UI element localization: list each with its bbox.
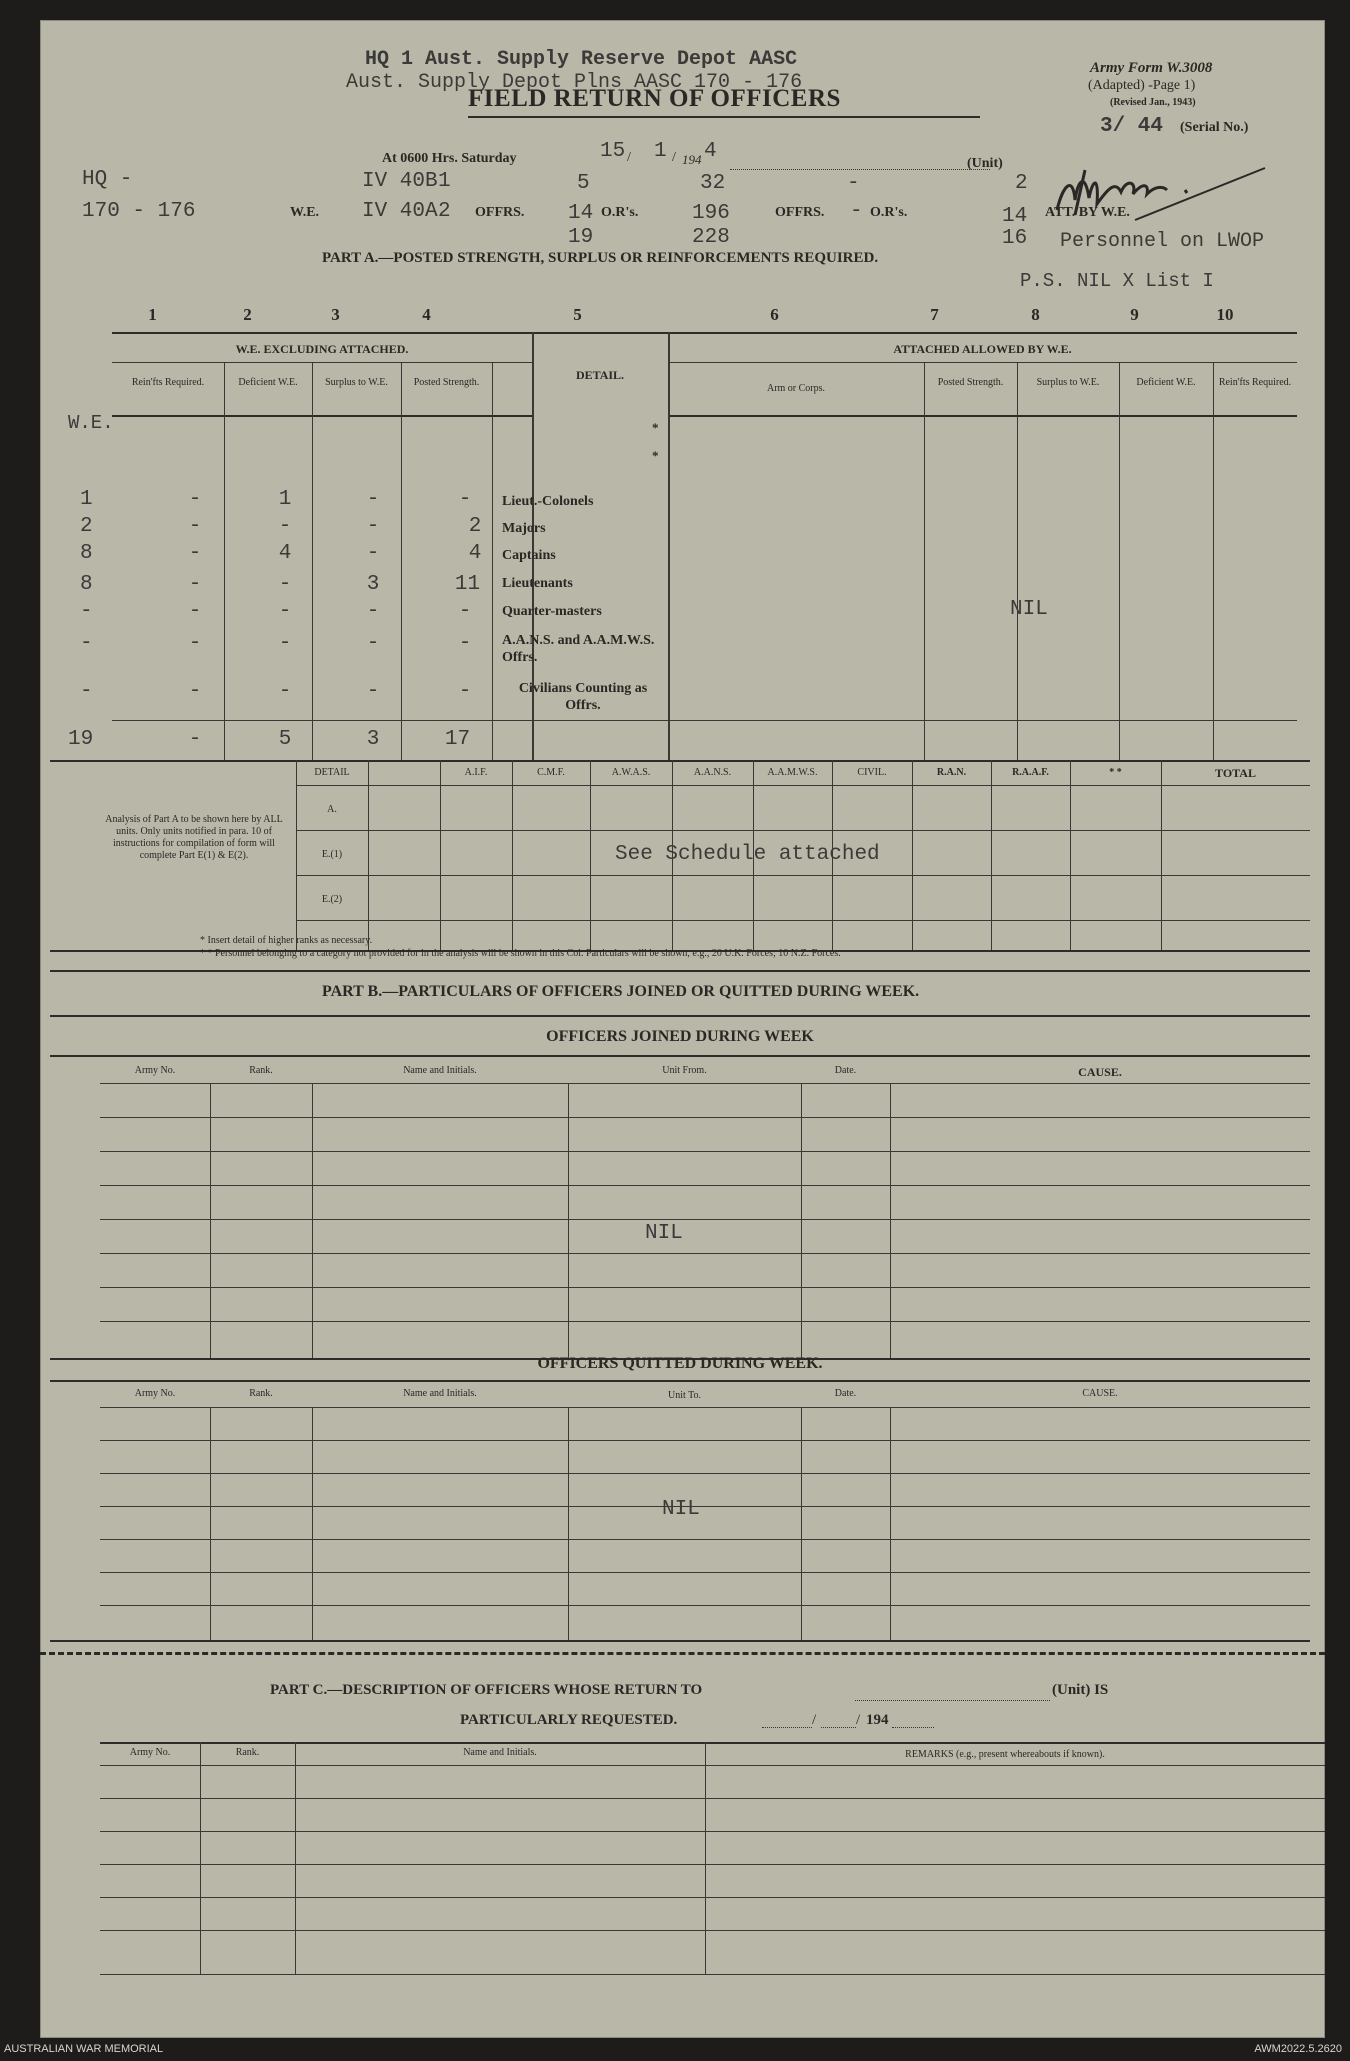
footnote-2: * * Personnel belonging to a category not provided for in the analysis will be shown in this Col. Particulars will be shown, e.g., 20 U.K. Forces; 10 N.Z. Forces. bbox=[200, 948, 841, 959]
joined-title: OFFICERS JOINED DURING WEEK bbox=[546, 1028, 814, 1045]
row-detail: A.A.N.S. and A.A.M.W.S. Offrs. bbox=[502, 633, 655, 665]
row-posted: 11 bbox=[454, 573, 481, 596]
analysis-row-e1: E.(1) bbox=[321, 849, 343, 860]
asterisk-mark-2: * bbox=[652, 448, 659, 463]
asterisk-mark-1: * bbox=[652, 420, 659, 435]
analysis-header-detail: DETAIL bbox=[314, 767, 350, 778]
col-num-6: 6 bbox=[770, 305, 779, 324]
col-num-1: 1 bbox=[148, 305, 157, 324]
serial-number: 3/ 44 bbox=[1100, 115, 1164, 138]
analysis-note: Analysis of Part A to be shown here by ALL units. Only units notified in para. 10 of instructions for compilation of form will complete Part E(1) & E(2). bbox=[105, 814, 283, 861]
header-detail: DETAIL. bbox=[575, 368, 625, 382]
row-we: - bbox=[80, 680, 93, 703]
we-column-mark: W.E. bbox=[68, 412, 114, 434]
unit-label: (Unit) bbox=[967, 156, 1003, 171]
joined-header-date: Date. bbox=[834, 1065, 857, 1076]
analysis-row-e2: E.(2) bbox=[321, 894, 343, 905]
att-or-2: 14 bbox=[1002, 205, 1028, 228]
joined-header-rank: Rank. bbox=[249, 1065, 273, 1076]
footnote-1: * Insert detail of higher ranks as necessary. bbox=[200, 935, 373, 946]
analysis-header-ran: R.A.N. bbox=[936, 767, 967, 778]
form-sheet: HQ 1 Aust. Supply Reserve Depot AASC Aust. Supply Depot Plns AASC 170 - 176 FIELD RETURN OF OFFICERS Army Form W.3008 (Adapted) -Page 1) (Revised Jan., 1943) 3/ 44 (Serial No.) At 0600 Hrs. Saturday 15 / 1 / 194 4 (Unit) HQ - 170 - 176 W.E. IV 40B 1 IV 40A 2 OFFRS. 5 14 19 O.R's. 32 196 228 OFFRS. - - O.R's. 2 14 16 ATT. BY W.E. Personnel on LWOP P.S. NIL X List I PART A.—POSTED STRENGTH, SURPLUS OR REINFORCEMENTS REQUIRED. 1 2 3 4 5 6 7 8 9 10 W.E. EXCLUDING ATTACHED. ATTACHED ALLOWED BY W.E. DETAIL. Rein'fts Required. Deficient W.E. Surplus to W.E. Posted Strength. Arm or Corps. Posted Strength. Surplus to W.E. Deficient W.E. Rein'fts Required. W.E. * * 1 - 1 - - Lieut.-Colonels 2 - - - 2 Majors 8 - 4 - 4 Captains 8 - - 3 11 Lieutenants - - - - - Quarter-masters - - - - - A.A.N.S. and A.A.M.W.S. Offrs. - - - - - Civilians Counting as Offrs. NIL 19 - 5 3 17 DETAIL A.I.F. C.M.F. A.W.A.S. A.A.N.S. A.A.M.W.S. CIVIL. R.A.N. R.A.A.F. * * TOTAL A. E.(1) E.(2) Analysis of Part A to be shown here by ALL units. Only units notified in para. 10 of instructions for compilation of form will complete Part E(1) & E(2). See Schedule attached * Insert detail of higher ranks as necessary. * * Personnel belonging to a category not provided for in the analysis will be shown in this Col. Particulars will be shown, e.g., 20 U.K. Forces; 10 N.Z. Forces. PART B.—PARTICULARS OF OFFICERS JOINED OR QUITTED DURING WEEK. OFFICERS JOINED DURING WEEK Army No. Rank. Name and Initials. Unit From. Date. CAUSE. NIL OFFICERS QUITTED DURING WEEK. Army No. Rank. Name and Initials. Unit To. Date. CAUSE. NIL PART C.—DESCRIPTION OF OFFICERS WHOSE RETURN TO (Unit) IS PARTICULARLY REQUESTED. / / 194 Army No. Rank. Name and Initials. REMARKS (e.g., present whereabouts if known). bbox=[40, 20, 1325, 2038]
col-num-5: 5 bbox=[573, 305, 582, 324]
quitted-nil: NIL bbox=[662, 1498, 700, 1521]
title-underline bbox=[468, 116, 980, 118]
attached-nil: NIL bbox=[1010, 598, 1048, 621]
row-reinf: - bbox=[188, 542, 202, 565]
row-reinf: - bbox=[188, 600, 202, 623]
col-num-3: 3 bbox=[331, 305, 340, 324]
quitted-header-name: Name and Initials. bbox=[403, 1388, 477, 1399]
joined-header-name: Name and Initials. bbox=[403, 1065, 477, 1076]
lwop-note: Personnel on LWOP bbox=[1060, 230, 1265, 253]
header-deficient-left: Deficient W.E. bbox=[238, 377, 298, 388]
part-c-header-army-no: Army No. bbox=[129, 1747, 171, 1758]
att-offrs-1: - bbox=[847, 172, 860, 195]
part-a-top-rule bbox=[112, 332, 1297, 334]
row-we: - bbox=[80, 632, 93, 655]
analysis-header-aamws: A.A.M.W.S. bbox=[767, 767, 818, 778]
analysis-header-awas: A.W.A.S. bbox=[611, 767, 651, 778]
row-posted: 2 bbox=[468, 515, 482, 538]
row-reinf: - bbox=[188, 515, 202, 538]
part-c-header-rank: Rank. bbox=[235, 1747, 260, 1758]
analysis-typed-note: See Schedule attached bbox=[615, 843, 880, 866]
row-surplus: - bbox=[366, 542, 380, 565]
footer-accession-number: AWM2022.5.2620 bbox=[1254, 2043, 1342, 2055]
joined-header-cause: CAUSE. bbox=[1078, 1065, 1122, 1079]
att-or-1: 2 bbox=[1015, 172, 1028, 195]
header-reinf-right: Rein'fts Required. bbox=[1218, 377, 1292, 388]
part-b-title: PART B.—PARTICULARS OF OFFICERS JOINED OR QUITTED DURING WEEK. bbox=[322, 983, 920, 1000]
date-year-prefix: 194 bbox=[682, 152, 702, 167]
header-surplus-right: Surplus to W.E. bbox=[1036, 377, 1100, 388]
col-num-4: 4 bbox=[422, 305, 431, 324]
analysis-header-cmf: C.M.F. bbox=[537, 767, 565, 778]
row-deficient: - bbox=[278, 600, 292, 623]
analysis-row-a: A. bbox=[327, 804, 337, 815]
row-detail: Quarter-masters bbox=[502, 604, 602, 619]
joined-header-unit-from: Unit From. bbox=[662, 1065, 707, 1076]
row-we: - bbox=[80, 600, 93, 623]
row-we: 1 bbox=[80, 488, 93, 511]
row-we: 2 bbox=[80, 515, 93, 538]
perforation-line bbox=[40, 1652, 1325, 1655]
group-attached: ATTACHED ALLOWED BY W.E. bbox=[893, 342, 1072, 356]
footer-archive-name: AUSTRALIAN WAR MEMORIAL bbox=[4, 2043, 164, 2055]
row-we: 8 bbox=[80, 542, 93, 565]
row-posted: - bbox=[458, 632, 472, 655]
col-num-8: 8 bbox=[1031, 305, 1040, 324]
row-deficient: 4 bbox=[278, 542, 292, 565]
or-2: 196 bbox=[692, 202, 730, 225]
row-reinf: - bbox=[188, 680, 202, 703]
offrs-1: 5 bbox=[577, 172, 590, 195]
total-deficient: 5 bbox=[278, 728, 292, 751]
row-detail: Lieutenants bbox=[502, 576, 573, 591]
quitted-header-date: Date. bbox=[834, 1388, 857, 1399]
analysis-header-other: * * bbox=[1109, 767, 1122, 778]
header-deficient-right: Deficient W.E. bbox=[1136, 377, 1196, 388]
we-code-1: IV 40B bbox=[362, 170, 438, 193]
ps-note: P.S. NIL X List I bbox=[1020, 270, 1214, 292]
or-label-1: O.R's. bbox=[601, 205, 639, 220]
group-we-excluding: W.E. EXCLUDING ATTACHED. bbox=[235, 342, 409, 356]
at-hours-label: At 0600 Hrs. Saturday bbox=[382, 151, 517, 166]
offrs-label: OFFRS. bbox=[475, 205, 525, 220]
part-c-header-name: Name and Initials. bbox=[463, 1747, 537, 1758]
row-reinf: - bbox=[188, 488, 202, 511]
signature bbox=[1045, 160, 1315, 240]
header-surplus-left: Surplus to W.E. bbox=[325, 377, 388, 388]
serial-label: (Serial No.) bbox=[1180, 120, 1249, 135]
form-title: FIELD RETURN OF OFFICERS bbox=[468, 85, 841, 112]
joined-nil: NIL bbox=[645, 1222, 683, 1245]
header-arm-corps: Arm or Corps. bbox=[766, 383, 826, 394]
col-num-9: 9 bbox=[1130, 305, 1139, 324]
part-a-title: PART A.—POSTED STRENGTH, SURPLUS OR REINFORCEMENTS REQUIRED. bbox=[322, 250, 879, 266]
plns-label: 170 - 176 bbox=[82, 200, 196, 223]
row-detail: Majors bbox=[502, 521, 546, 536]
revised-date: (Revised Jan., 1943) bbox=[1110, 97, 1196, 108]
offrs-total: 19 bbox=[568, 226, 594, 249]
att-offrs-2: - bbox=[850, 200, 863, 223]
hq-label: HQ - bbox=[82, 168, 133, 191]
row-posted: - bbox=[458, 600, 472, 623]
row-surplus: - bbox=[366, 488, 380, 511]
adapted-page: (Adapted) -Page 1) bbox=[1088, 78, 1196, 93]
row-surplus: 3 bbox=[366, 573, 380, 596]
analysis-header-raaf: R.A.A.F. bbox=[1012, 767, 1049, 778]
col-num-10: 10 bbox=[1216, 305, 1234, 324]
row-deficient: - bbox=[278, 680, 292, 703]
row-surplus: - bbox=[366, 680, 380, 703]
row-deficient: - bbox=[278, 632, 292, 655]
header-posted-left: Posted Strength. bbox=[413, 377, 480, 388]
offrs-2: 14 bbox=[568, 202, 594, 225]
row-posted: 4 bbox=[468, 542, 482, 565]
typed-unit-line-2: Aust. Supply Depot Plns AASC 170 - 176 bbox=[346, 71, 803, 94]
total-we: 19 bbox=[68, 728, 94, 751]
row-deficient: - bbox=[278, 573, 292, 596]
header-reinf-left: Rein'fts Required. bbox=[131, 377, 205, 388]
part-c-title-2: PARTICULARLY REQUESTED. bbox=[460, 1712, 678, 1728]
row-surplus: - bbox=[366, 515, 380, 538]
army-form-number: Army Form W.3008 bbox=[1090, 60, 1213, 76]
row-reinf: - bbox=[188, 573, 202, 596]
or-total: 228 bbox=[692, 226, 730, 249]
we-count-1: 1 bbox=[438, 170, 451, 193]
total-surplus: 3 bbox=[366, 728, 380, 751]
offrs-label-2: OFFRS. bbox=[775, 205, 825, 220]
row-detail: Civilians Counting as Offrs. bbox=[518, 681, 648, 713]
or-1: 32 bbox=[700, 172, 726, 195]
or-label-2: O.R's. bbox=[870, 205, 908, 220]
quitted-header-army-no: Army No. bbox=[134, 1388, 176, 1399]
att-or-total: 16 bbox=[1002, 227, 1028, 250]
analysis-header-aans: A.A.N.S. bbox=[693, 767, 732, 778]
row-posted: - bbox=[458, 488, 472, 511]
quitted-header-cause: CAUSE. bbox=[1082, 1388, 1118, 1399]
row-surplus: - bbox=[366, 600, 380, 623]
col-num-2: 2 bbox=[243, 305, 252, 324]
row-reinf: - bbox=[188, 632, 202, 655]
joined-header-army-no: Army No. bbox=[134, 1065, 176, 1076]
row-posted: - bbox=[458, 680, 472, 703]
header-posted-right: Posted Strength. bbox=[937, 377, 1004, 388]
date-year-suffix: 4 bbox=[704, 140, 717, 163]
we-count-2: 2 bbox=[438, 200, 451, 223]
we-label: W.E. bbox=[290, 205, 320, 220]
total-posted: 17 bbox=[444, 728, 471, 751]
quitted-header-unit-to: Unit To. bbox=[667, 1390, 701, 1401]
row-deficient: - bbox=[278, 515, 292, 538]
analysis-header-civil: CIVIL. bbox=[857, 767, 887, 778]
date-month: 1 bbox=[654, 140, 667, 163]
quitted-header-rank: Rank. bbox=[249, 1388, 273, 1399]
quitted-title: OFFICERS QUITTED DURING WEEK. bbox=[537, 1355, 823, 1372]
row-detail: Captains bbox=[502, 548, 556, 563]
col-num-7: 7 bbox=[930, 305, 939, 324]
part-c-year: 194 bbox=[866, 1712, 889, 1728]
part-c-title-unit: (Unit) IS bbox=[1052, 1682, 1109, 1698]
row-detail: Lieut.-Colonels bbox=[502, 494, 594, 509]
part-c-title-1: PART C.—DESCRIPTION OF OFFICERS WHOSE RETURN TO bbox=[270, 1682, 703, 1698]
part-c-header-remarks: REMARKS (e.g., present whereabouts if known). bbox=[905, 1749, 1105, 1760]
row-we: 8 bbox=[80, 573, 93, 596]
analysis-header-total: TOTAL bbox=[1215, 766, 1256, 780]
row-surplus: - bbox=[366, 632, 380, 655]
date-day: 15 bbox=[600, 140, 626, 163]
typed-unit-line-1: HQ 1 Aust. Supply Reserve Depot AASC bbox=[365, 48, 798, 71]
row-deficient: 1 bbox=[278, 488, 292, 511]
att-by-we-label: ATT. BY W.E. bbox=[1045, 205, 1130, 220]
we-code-2: IV 40A bbox=[362, 200, 438, 223]
analysis-header-aif: A.I.F. bbox=[464, 767, 488, 778]
total-reinf: - bbox=[188, 728, 202, 751]
